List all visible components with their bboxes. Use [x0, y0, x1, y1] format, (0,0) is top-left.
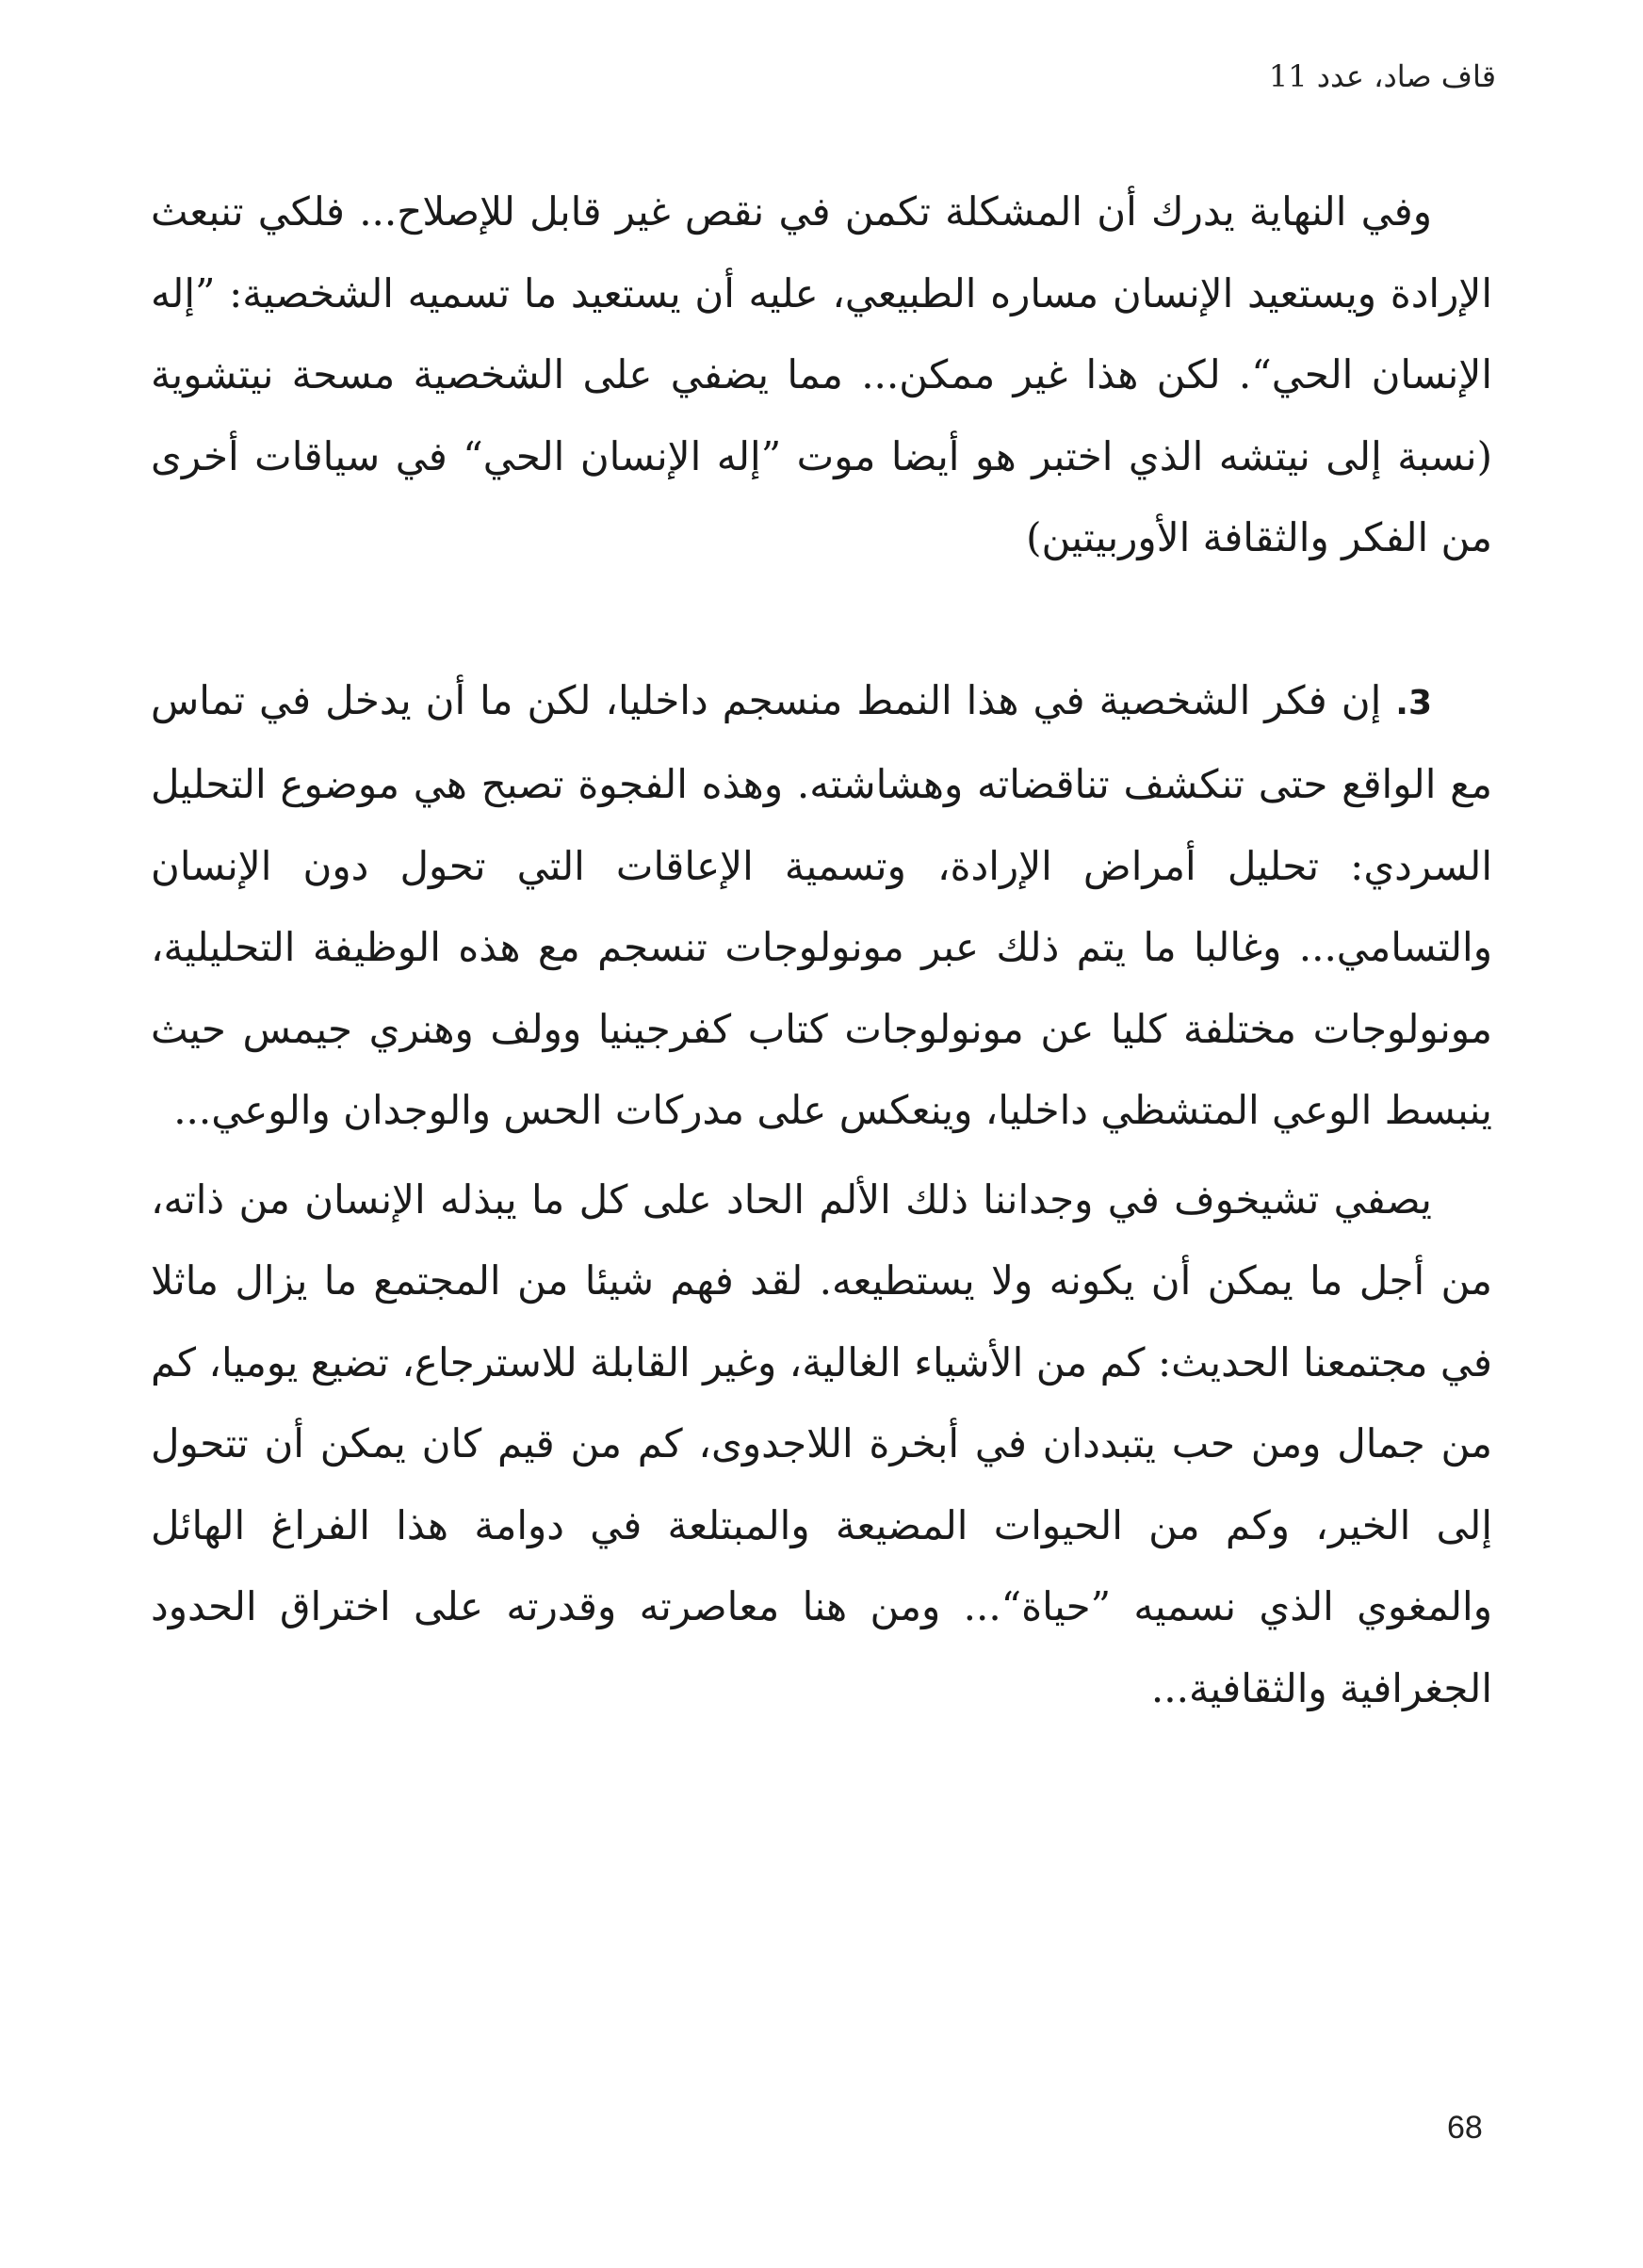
paragraph-2 [151, 660, 1492, 1152]
page-number: 68 [1447, 2110, 1483, 2146]
paragraph-1: وفي النهاية يدرك أن المشكلة تكمن في نقص غير قابل للإصلاح... فلكي تنبعث الإرادة ويستعيد الإنسان مساره الطبيعي، عليه أن يستعيد ما تسميه الشخصية: ”إله الإنسان الحي“. لكن هذا غير ممكن... مما يضفي على الشخصية مسحة نيتشوية (نسبة إلى نيتشه الذي اختبر هو أيضا موت ”إله الإنسان الحي“ في سياقات أخرى من الفكر والثقافة الأوربيتين) [151, 188, 1492, 560]
paragraph-3: يصفي تشيخوف في وجداننا ذلك الألم الحاد على كل ما يبذله الإنسان من ذاته، من أجل ما يمكن أن يكونه ولا يستطيعه. لقد فهم شيئا من المجتمع ما يزال ماثلا في مجتمعنا الحديث: كم من الأشياء الغالية، وغير القابلة للاسترجاع، تضيع يوميا، كم من جمال ومن حب يتبددان في أبخرة اللاجدوى، كم من قيم كان يمكن أن تتحول إلى الخير، وكم من الحيوات المضيعة والمبتلعة في دوامة هذا الفراغ الهائل والمغوي الذي نسميه ”حياة“... ومن هنا معاصرته وقدرته على اختراق الحدود الجغرافية والثقافية... [151, 1175, 1492, 1711]
paragraph-2-text: إن فكر الشخصية في هذا النمط منسجم داخليا، لكن ما أن يدخل في تماس مع الواقع حتى تنكشف تناقضاته وهشاشته. وهذه الفجوة تصبح هي موضوع التحليل السردي: تحليل أمراض الإرادة، وتسمية الإعاقات التي تحول دون الإنسان والتسامي... وغالبا ما يتم ذلك عبر مونولوجات تنسجم مع هذه الوظيفة التحليلية، مونولوجات مختلفة كليا عن مونولوجات كتاب كفرجينيا وولف وهنري جيمس حيث ينبسط الوعي المتشظي داخليا، وينعكس على مدركات الحس والوجدان والوعي... [151, 676, 1492, 1133]
running-header: قاف صاد، عدد 11 [1268, 58, 1496, 94]
body-text [151, 171, 1492, 1729]
list-number: 3. [1395, 683, 1432, 722]
